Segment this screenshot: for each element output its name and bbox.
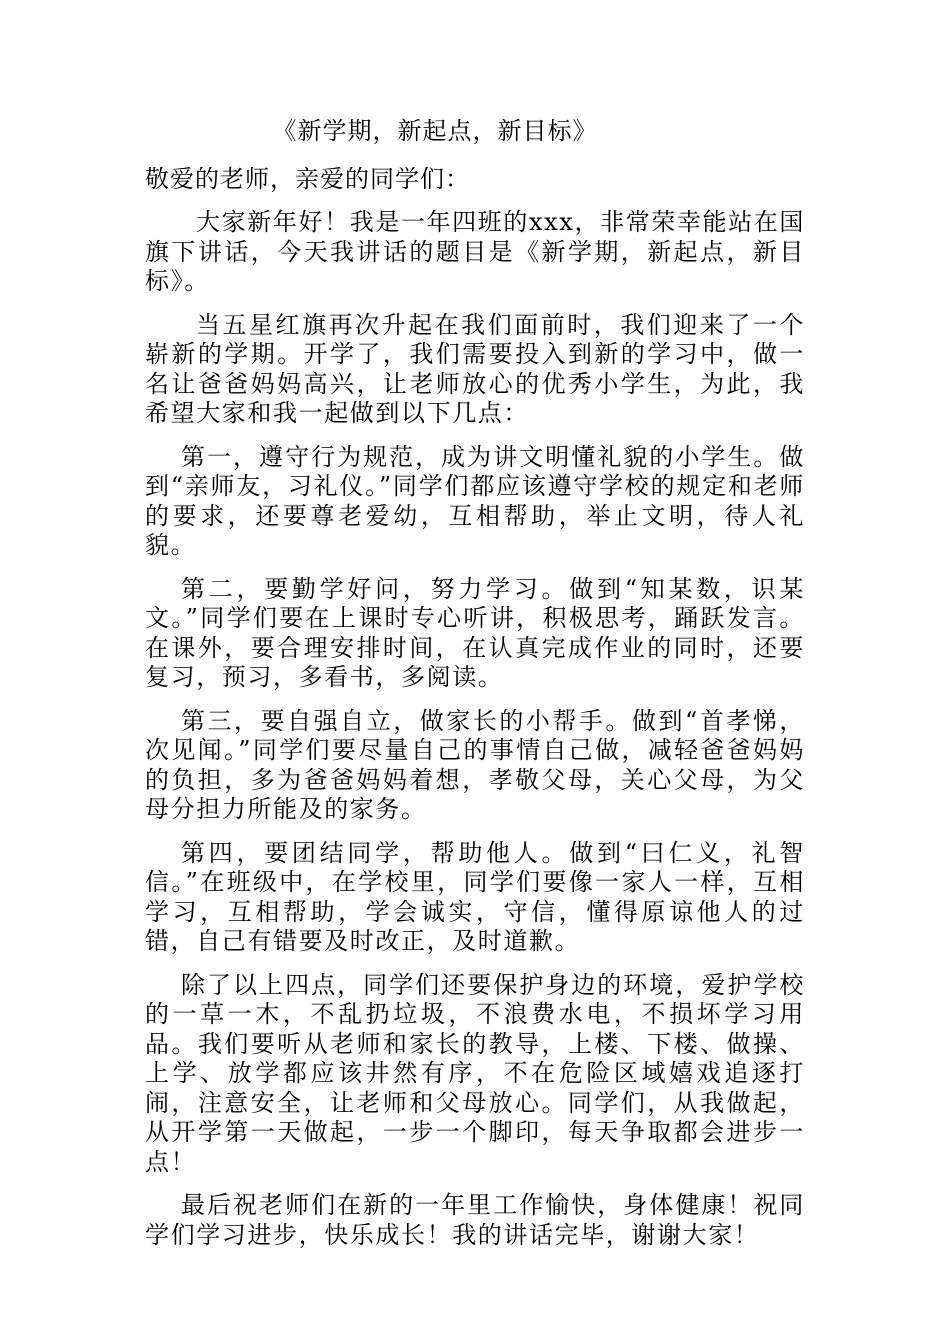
paragraph-new-semester: 当五星红旗再次升起在我们面前时，我们迎来了一个崭新的学期。开学了，我们需要投入到新的学习中，做一名让爸爸妈妈高兴，让老师放心的优秀小学生，为此，我希望大家和我一起做到以下几点： [145, 310, 805, 427]
page-title: 《新学期，新起点，新目标》 [272, 117, 598, 145]
paragraph-point-two: 第二，要勤学好问，努力学习。做到“知某数，识某文。”同学们要在上课时专心听讲，积极思考，踊跃发言。在课外，要合理安排时间，在认真完成作业的同时，还要复习，预习，多看书，多阅读。 [145, 574, 805, 691]
document-body [145, 208, 805, 1264]
paragraph-point-three: 第三，要自强自立，做家长的小帮手。做到“首孝悌，次见闻。”同学们要尽量自己的事情自己做，减轻爸爸妈妈的负担，多为爸爸妈妈着想，孝敬父母，关心父母，为父母分担力所能及的家务。 [145, 706, 805, 823]
paragraph-closing: 最后祝老师们在新的一年里工作愉快，身体健康！祝同学们学习进步，快乐成长！我的讲话完毕，谢谢大家！ [145, 1191, 805, 1249]
paragraph-environment: 除了以上四点，同学们还要保护身边的环境，爱护学校的一草一木，不乱扔垃圾，不浪费水电，不损坏学习用品。我们要听从老师和家长的教导，上楼、下楼、做操、上学、放学都应该井然有序，不在危险区域嬉戏追逐打闹，注意安全，让老师和父母放心。同学们，从我做起，从开学第一天做起，一步一个脚印，每天争取都会进步一点！ [145, 970, 805, 1176]
paragraph-intro: 大家新年好！我是一年四班的xxx，非常荣幸能站在国旗下讲话，今天我讲话的题目是《新学期，新起点，新目标》。 [145, 208, 805, 295]
paragraph-point-four: 第四，要团结同学，帮助他人。做到“曰仁义，礼智信。”在班级中，在学校里，同学们要像一家人一样，互相学习，互相帮助，学会诚实，守信，懂得原谅他人的过错，自己有错要及时改正，及时道歉。 [145, 838, 805, 955]
paragraph-point-one: 第一，遵守行为规范，成为讲文明懂礼貌的小学生。做到“亲师友，习礼仪。”同学们都应该遵守学校的规定和老师的要求，还要尊老爱幼，互相帮助，举止文明，待人礼貌。 [145, 442, 805, 559]
greeting-line: 敬爱的老师，亲爱的同学们： [145, 165, 470, 193]
